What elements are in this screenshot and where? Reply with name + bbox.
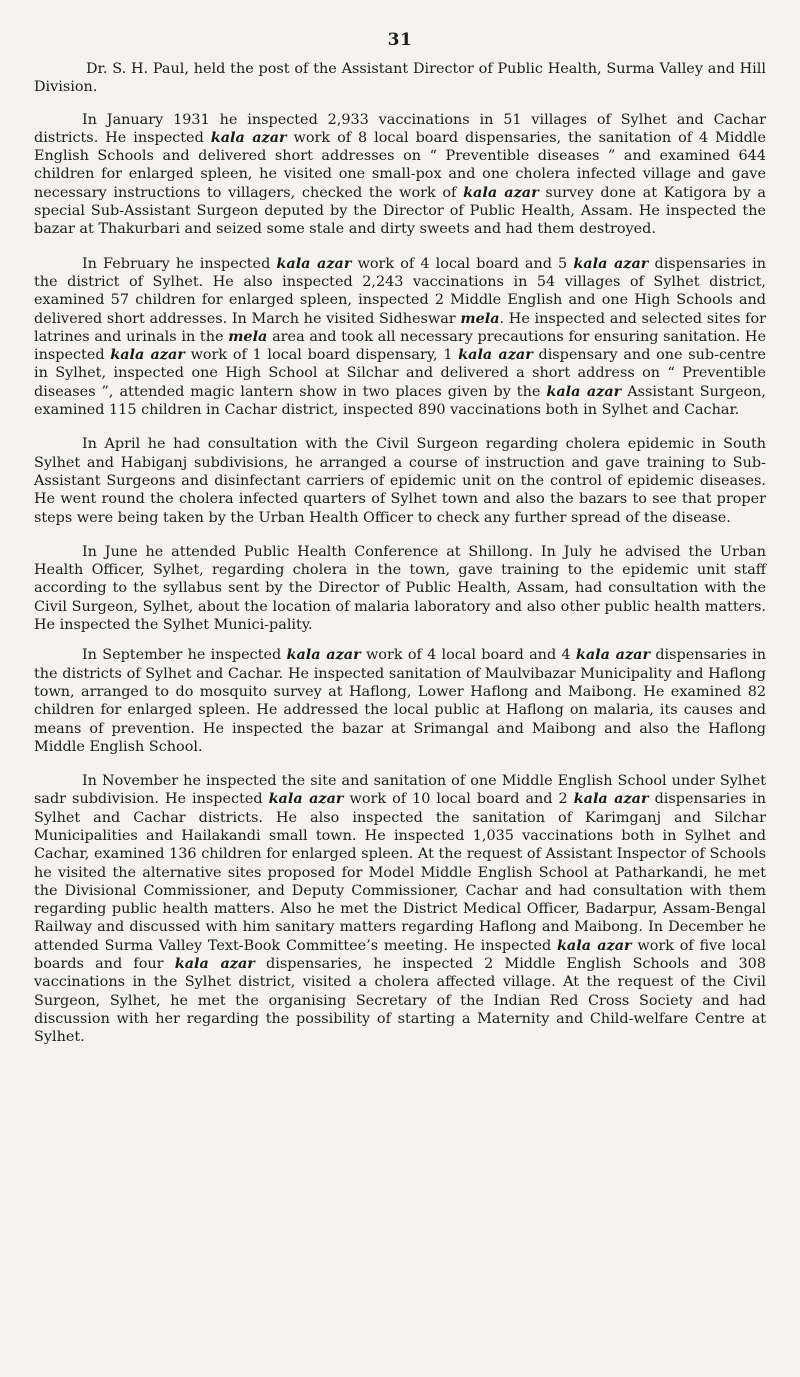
italic-term: kala azar <box>458 346 533 364</box>
italic-term: kala azar <box>110 346 185 364</box>
italic-term: kala azar <box>174 955 255 973</box>
paragraph-february-march: In February he inspected kala azar work of 4 local board and 5 kala azar dispensaries in the district of Sylhet. He also inspected 2,243 vaccinations in 54 villages of Sylhet district, examined 57 children for enlarged spleen, inspected 2 Middle English and one High Schools and delivered short addresses. In March he visited Sidheswar mela. He inspected and selected sites for latrines and urinals in the mela area and took all necessary precautions for ensuring sanitation. He inspected kala azar work of 1 local board dispensary, 1 kala azar dispensary and one sub-centre in Sylhet, inspected one High School at Silchar and delivered a short address on “ Preventible diseases ”, attended magic lantern show in two places given by the kala azar Assistant Surgeon, examined 115 children in Cachar district, inspected 890 vaccinations both in Sylhet and Cachar. <box>34 254 767 419</box>
paragraph-june-july: In June he attended Public Health Conference at Shillong. In July he advised the Urban Health Officer, Sylhet, regarding cholera in the town, gave training to the epidemic unit staff according to the syllabus sent by the Director of Public Health, Assam, had consultation with the Civil Surgeon, Sylhet, about the location of malaria laboratory and also other public health matters. He inspected the Sylhet Munici-pality. <box>34 543 766 634</box>
italic-term: kala azar <box>573 790 649 808</box>
italic-term: kala azar <box>210 128 287 146</box>
italic-term: kala azar <box>556 936 632 954</box>
italic-term: mela <box>460 309 500 327</box>
italic-term: kala azar <box>573 254 649 272</box>
page-number: 31 <box>387 30 413 50</box>
italic-term: kala azar <box>546 382 622 400</box>
italic-term: kala azar <box>575 646 651 664</box>
paragraph-intro: Dr. S. H. Paul, held the post of the Assistant Director of Public Health, Surma Valley and Hill Division. <box>34 61 766 96</box>
paragraph-april: In April he had consultation with the Civil Surgeon regarding cholera epidemic in South Sylhet and Habiganj subdivisions, he arranged a course of instruction and gave training to Sub-Assistant Surgeons and disinfectant carriers of epidemic unit on the control of epidemic diseases. He went round the cholera infected quarters of Sylhet town and also the bazars to see that proper steps were being taken by the Urban Health Officer to check any further spread of the disease. <box>34 436 766 526</box>
italic-term: mela <box>228 327 268 345</box>
italic-term: kala azar <box>463 183 539 201</box>
paragraph-september: In September he inspected kala azar work of 4 local board and 4 kala azar dispensaries in the districts of Sylhet and Cachar. He inspected sanitation of Maulvibazar Municipality and Haflong town, arranged to do mosquito survey at Haflong, Lower Haflong and Maibong. He examined 82 children for enlarged spleen. He addressed the local public at Haflong on malaria, its causes and means of prevention. He inspected the bazar at Srimangal and Maibong and also the Haflong Middle English School. <box>34 646 767 755</box>
italic-term: kala azar <box>268 790 344 808</box>
paragraph-january: In January 1931 he inspected 2,933 vaccinations in 51 villages of Sylhet and Cachar districts. He inspected kala azar work of 8 local board dispensaries, the sanitation of 4 Middle English Schools and delivered short addresses on “ Preventible diseases ” and examined 644 children for enlarged spleen, he visited one small-pox and one cholera infected village and gave necessary instructions to villagers, checked the work of kala azar survey done at Katigora by a special Sub-Assistant Surgeon deputed by the Director of Public Health, Assam. He inspected the bazar at Thakurbari and seized some stale and dirty sweets and had them destroyed. <box>34 111 767 238</box>
paragraph-november-december: In November he inspected the site and sanitation of one Middle English School under Sylhet sadr subdivision. He inspected kala azar work of 10 local board and 2 kala azar dispensaries in Sylhet and Cachar districts. He also inspected the sanitation of Karimganj and Silchar Municipalities and Hailakandi small town. He inspected 1,035 vaccinations both in Sylhet and Cachar, examined 136 children for enlarged spleen. At the request of Assistant Inspector of Schools he visited the alternative sites proposed for Model Middle English School at Patharkandi, he met the Divisional Commissioner, and Deputy Commissioner, Cachar and had consultation with them regarding public health matters. Also he met the District Medical Officer, Badarpur, Assam-Bengal Railway and discussed with him sanitary matters regarding Haflong and Maibong. In December he attended Surma Valley Text-Book Committee’s meeting. He inspected kala azar work of five local boards and four kala azar dispensaries, he inspected 2 Middle English Schools and 308 vaccinations in the Sylhet district, visited a cholera affected village. At the request of the Civil Surgeon, Sylhet, he met the organising Secretary of the Indian Red Cross Society and had discussion with her regarding the possibility of starting a Maternity and Child-welfare Centre at Sylhet. <box>34 773 767 1046</box>
italic-term: kala azar <box>276 254 352 272</box>
italic-term: kala azar <box>286 646 361 664</box>
